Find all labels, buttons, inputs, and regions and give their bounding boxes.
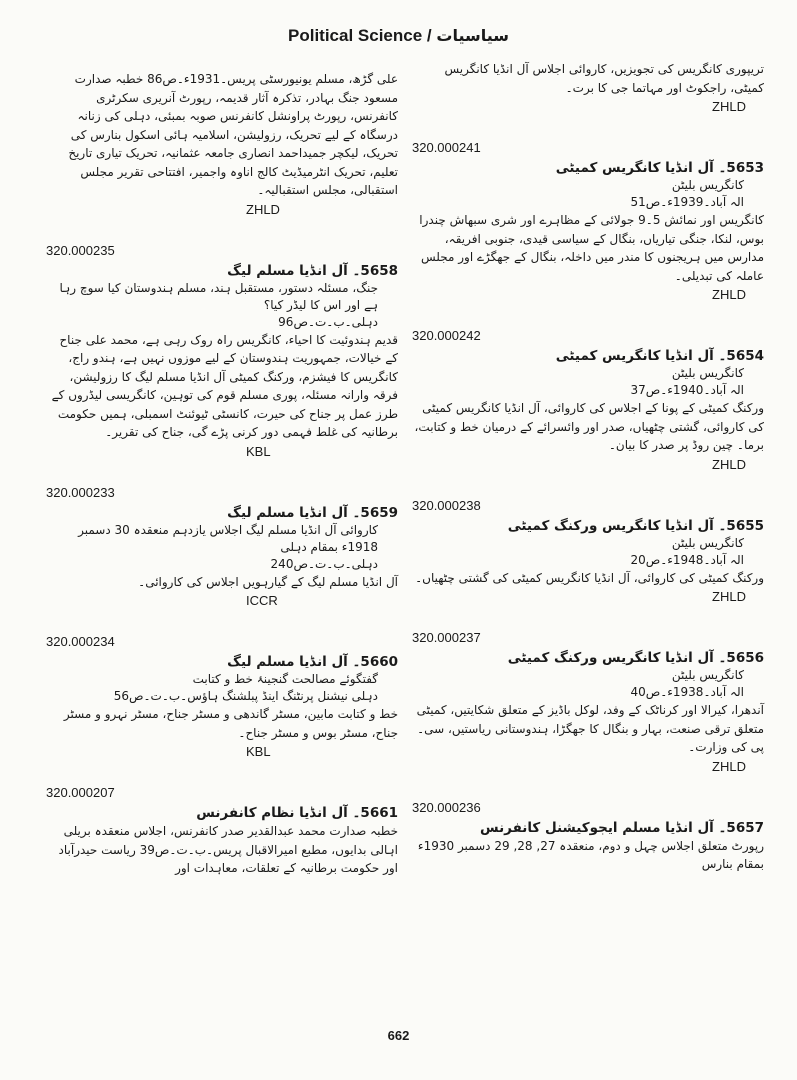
page-header — [0, 26, 797, 46]
library-code: ZHLD — [246, 201, 280, 217]
class-number: 320.000236 — [412, 799, 481, 815]
entry-description: ورکنگ کمیٹی کے پونا کے اجلاس کی کاروائی، آل انڈیا کانگریس کمیٹی کی کاروائی، گشتی چٹھیاں، صدر اور وائسرائے کے درمیان خط و کتابت، برما۔ چین روڈ پر صدر کا بیان۔ — [414, 401, 764, 452]
entry-5657 — [412, 800, 764, 874]
entry-5655 — [412, 498, 764, 605]
entry-title: 5656۔ آل انڈیا کانگریس ورکنگ کمیٹی — [507, 650, 764, 666]
header-english: Political Science / — [288, 26, 432, 45]
library-code: ICCR — [246, 593, 278, 608]
class-number: 320.000207 — [46, 785, 115, 800]
entry-imprint: دہلی۔ب۔ت۔ص96 — [278, 314, 378, 329]
header-urdu: سیاسیات — [436, 26, 509, 45]
class-number: 320.000242 — [412, 328, 481, 343]
library-code: ZHLD — [712, 456, 746, 472]
entry-5661 — [46, 785, 398, 878]
entry-title: 5661۔ آل انڈیا نظام کانفرنس — [196, 805, 398, 821]
entry-5654 — [412, 328, 764, 472]
entry-description: خطبہ صدارت محمد عبدالقدیر صدر کانفرنس، اجلاس منعقدہ بریلی اہالی بدایوں، مطبع امیرالاقبال پریس۔ب۔ت۔ص39 ریاست حیدرآباد اور حکومت برطانیہ کے تعلقات، معاہدات اور — [58, 824, 398, 875]
entry-description: کانگریس اور نمائش 5۔9 جولائی کے مظاہرے اور شری سبھاش چندرا بوس، لنکا، جنگی تیاریاں، بنگال کے سیاسی قیدی، جنوبی افریقہ، مدارس میں ہریجنوں کا مندر میں داخلہ، بنگال کے جھگڑے اور مجلس عاملہ کی تبدیلی۔ — [419, 213, 764, 283]
entry-description: علی گڑھ، مسلم یونیورسٹی پریس۔1931ء۔ص86 خطبہ صدارت مسعود جنگ بہادر، تذکرہ آثار قدیمہ، رپورٹ آنریری سکرٹری کانفرنس، رپورٹ پراونشل کانفرنس صوبہ بمبئی، دہلی کی زنانہ درسگاہ کے لیے تحریک، رزولیشن، اسلامیہ ہائی اسکول بنارس کی تحریک، لیکچر جمیداحمد انصاری جامعہ عثمانیہ، تحریک تیاری تاریخ تعلیم، تحریک انٹرمیڈیٹ کالج اناوہ واجمیر، افتتاحی تقریر مجلس استقبالی، مجلس استقبالیہ۔ — [68, 72, 398, 197]
entry-5660 — [46, 634, 398, 759]
entry-description: تریپوری کانگریس کی تجویزیں، کاروائی اجلاس آل انڈیا کانگریس کمیٹی، راجکوٹ اور مہاتما جی کا برت۔ — [444, 62, 764, 95]
library-code: ZHLD — [712, 758, 746, 774]
entry-title: 5658۔ آل انڈیا مسلم لیگ — [227, 262, 398, 279]
library-code: ZHLD — [712, 287, 746, 302]
library-code: ZHLD — [712, 99, 746, 114]
entry-title: 5655۔ آل انڈیا کانگریس ورکنگ کمیٹی — [507, 517, 764, 534]
entry-imprint: دہلی نیشنل پرنٹنگ اینڈ پبلشنگ ہاؤس۔ب۔ت۔ص56 — [113, 689, 378, 703]
entry-description: قدیم ہندوئیت کا احیاء، کانگریس راہ روک رہی ہے، محمد علی جناح کے خیالات، جمہوریت ہندوستان کے لیے موزوں نہیں ہے، ہندو راج، کانگریس کا فیشزم، ورکنگ کمیٹی آل انڈیا مسلم لیگ کا رزولیشن، فرقہ وارانہ مسئلہ، پوری مسلم قوم کی توہین، کانگریسی لیڈروں کے طرز عمل پر جناح کی حیرت، کانسٹی ٹیوئنٹ اسمبلی، ہمیں حکومت برطانیہ کی غلط فہمی دور کرنی پڑے گی، جناح کی تقریر۔ — [51, 332, 398, 439]
entry-5656 — [412, 630, 764, 774]
class-number: 320.000237 — [412, 630, 481, 645]
entry-description: آل انڈیا مسلم لیگ کے گیارہویں اجلاس کی کاروائی۔ — [138, 574, 398, 589]
entry-title: 5653۔ آل انڈیا کانگریس کمیٹی — [555, 160, 764, 176]
class-number: 320.000241 — [412, 140, 481, 155]
left-column — [46, 60, 398, 878]
library-code: KBL — [246, 744, 271, 759]
entry-publisher: کانگریس بلیٹن — [671, 668, 744, 682]
entry-publisher: کانگریس بلیٹن — [671, 366, 744, 380]
entry-description: آندھرا، کیرالا اور کرناٹک کے وفد، لوکل باڈیز کے متعلق شکایتیں، کمیٹی متعلق ترقی صنعت، بہار و بنگال کا جھگڑا، ہندوستانی ریاستیں، سی۔ پی کی وزارت۔ — [416, 703, 764, 754]
entry-title: 5657۔ آل انڈیا مسلم ایجوکیشنل کانفرنس — [480, 819, 764, 836]
right-column — [412, 60, 764, 874]
entry-publisher: کانگریس بلیٹن — [671, 178, 744, 192]
entry-description: خط و کتابت مابین، مسٹر گاندھی و مسٹر جناح، مسٹر نہرو و مسٹر جناح، مسٹر بوس و مسٹر جناح۔ — [63, 707, 398, 740]
entry-imprint: دہلی۔ب۔ت۔ص240 — [270, 556, 378, 571]
entry-5653 — [412, 140, 764, 302]
entry-imprint: الہ آباد۔1940ء۔ص37 — [630, 383, 744, 397]
class-number: 320.000235 — [46, 242, 115, 258]
class-number: 320.000234 — [46, 634, 115, 649]
entry-publisher: کاروائی آل انڈیا مسلم لیگ اجلاس یازدہم منعقدہ 30 دسمبر 1918ء بمقام دہلی — [78, 522, 378, 554]
entry-description: ورکنگ کمیٹی کی کاروائی، آل انڈیا کانگریس کمیٹی کی گشتی چٹھیاں۔ — [415, 570, 764, 585]
entry-publisher: جنگ، مسئلہ دستور، مستقبل ہند، مسلم ہندوستان کیا سوچ رہا ہے اور اس کا لیڈر کیا؟ — [59, 280, 378, 312]
entry-title: 5660۔ آل انڈیا مسلم لیگ — [227, 654, 398, 670]
entry-description: رپورٹ متعلق اجلاس چہل و دوم، منعقدہ 27, 28, 29 دسمبر 1930ء بمقام بنارس — [417, 838, 764, 871]
entry-publisher: گفتگوئے مصالحت گنجینۂ خط و کتابت — [192, 672, 378, 686]
entry-title: 5659۔ آل انڈیا مسلم لیگ — [227, 504, 398, 521]
entry-5659 — [46, 485, 398, 609]
page-number: 662 — [387, 1028, 410, 1043]
entry-publisher: کانگریس بلیٹن — [671, 535, 744, 550]
entry-imprint: الہ آباد۔1948ء۔ص20 — [630, 552, 744, 567]
entry-imprint: الہ آباد۔1939ء۔ص51 — [630, 195, 744, 209]
class-number: 320.000238 — [412, 497, 481, 513]
entry-continued-right — [412, 60, 764, 114]
class-number: 320.000233 — [46, 484, 115, 500]
entry-imprint: الہ آباد۔1938ء۔ص40 — [630, 685, 744, 699]
entry-title: 5654۔ آل انڈیا کانگریس کمیٹی — [555, 348, 764, 364]
entry-continued-left — [46, 70, 398, 217]
entry-5658 — [46, 243, 398, 459]
library-code: KBL — [246, 443, 271, 459]
library-code: ZHLD — [712, 589, 746, 604]
